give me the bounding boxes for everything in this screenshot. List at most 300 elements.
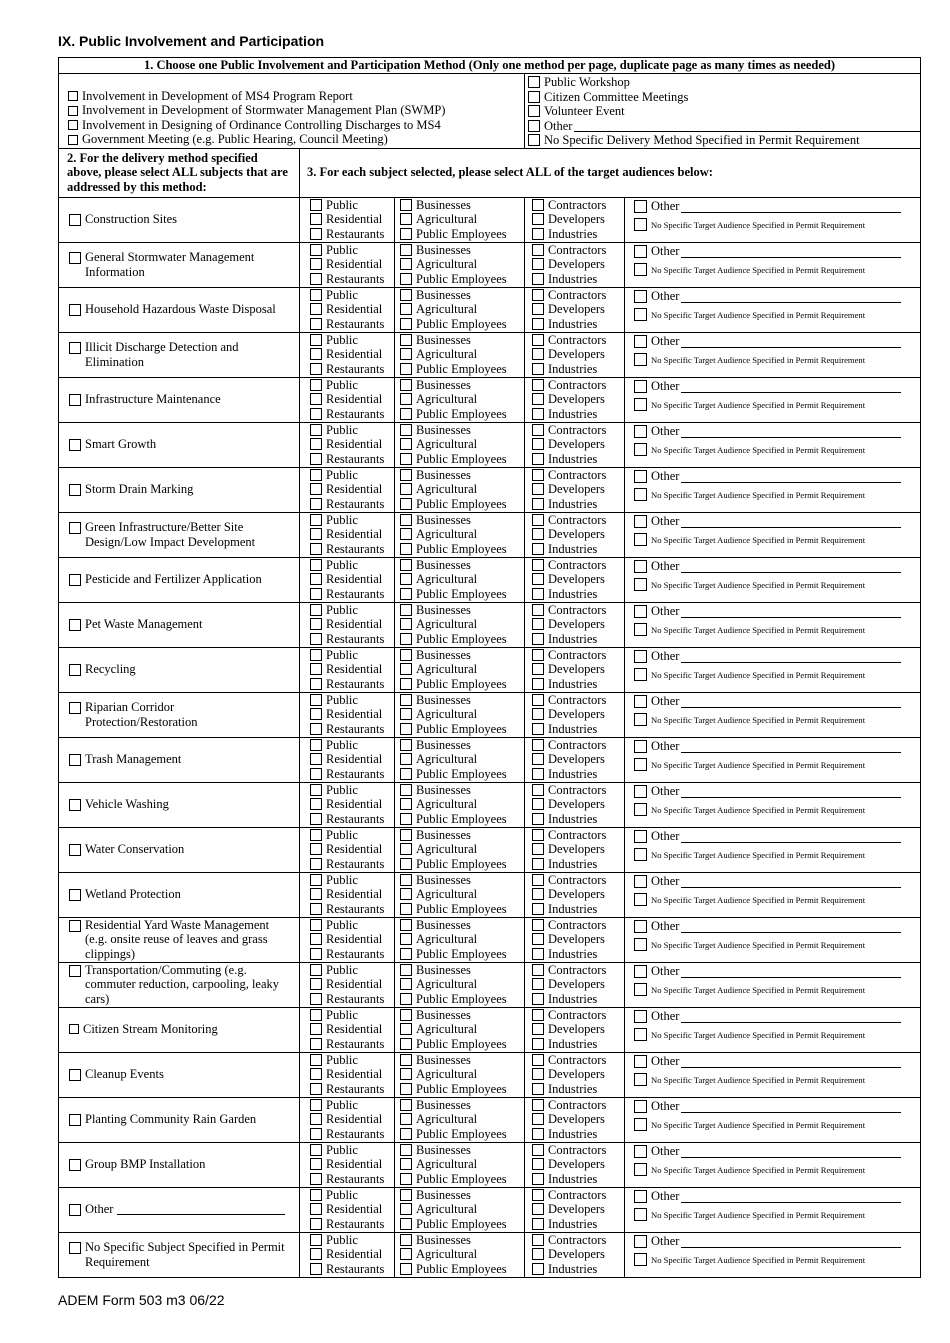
subject-checkbox[interactable]: [69, 664, 81, 676]
audience-checkbox[interactable]: [400, 1189, 412, 1201]
audience-checkbox[interactable]: [532, 1054, 544, 1066]
audience-option[interactable]: [532, 1008, 624, 1023]
audience-other-checkbox[interactable]: [634, 425, 647, 438]
audience-option[interactable]: [310, 407, 394, 422]
audience-checkbox[interactable]: [400, 604, 412, 616]
audience-option[interactable]: [532, 932, 624, 947]
audience-other-input[interactable]: [681, 245, 901, 258]
subject-checkbox[interactable]: [69, 394, 81, 406]
audience-checkbox[interactable]: [400, 228, 412, 240]
audience-checkbox[interactable]: [310, 498, 322, 510]
audience-other-checkbox[interactable]: [634, 1190, 647, 1203]
audience-option[interactable]: [310, 842, 394, 857]
audience-checkbox[interactable]: [310, 858, 322, 870]
audience-option[interactable]: [310, 722, 394, 737]
audience-option[interactable]: [310, 333, 394, 348]
other-method-input[interactable]: [574, 119, 920, 132]
subject-option[interactable]: [59, 1157, 299, 1172]
audience-checkbox[interactable]: [532, 1203, 544, 1215]
audience-other-option[interactable]: [634, 558, 920, 576]
audience-checkbox[interactable]: [532, 919, 544, 931]
audience-option[interactable]: [532, 617, 624, 632]
audience-option[interactable]: [532, 378, 624, 393]
no-specific-audience-checkbox[interactable]: [634, 398, 647, 411]
audience-option[interactable]: [532, 1202, 624, 1217]
audience-option[interactable]: [400, 482, 524, 497]
no-specific-audience-checkbox[interactable]: [634, 1253, 647, 1266]
audience-other-input[interactable]: [681, 1055, 901, 1068]
audience-option[interactable]: [532, 587, 624, 602]
audience-checkbox[interactable]: [400, 933, 412, 945]
audience-checkbox[interactable]: [532, 363, 544, 375]
audience-option[interactable]: [532, 887, 624, 902]
subject-checkbox[interactable]: [69, 1069, 81, 1081]
audience-checkbox[interactable]: [310, 228, 322, 240]
audience-checkbox[interactable]: [532, 964, 544, 976]
audience-option[interactable]: [310, 1127, 394, 1142]
audience-other-input[interactable]: [681, 1145, 901, 1158]
audience-other-option[interactable]: [634, 423, 920, 441]
audience-checkbox[interactable]: [400, 393, 412, 405]
audience-checkbox[interactable]: [400, 1158, 412, 1170]
method-checkbox[interactable]: [528, 76, 540, 88]
audience-option[interactable]: [532, 558, 624, 573]
audience-checkbox[interactable]: [400, 1128, 412, 1140]
audience-other-option[interactable]: [634, 288, 920, 306]
audience-option[interactable]: [400, 198, 524, 213]
no-specific-audience-checkbox[interactable]: [634, 578, 647, 591]
audience-option[interactable]: [400, 542, 524, 557]
audience-option[interactable]: [310, 918, 394, 933]
audience-option[interactable]: [532, 797, 624, 812]
audience-checkbox[interactable]: [400, 1083, 412, 1095]
audience-checkbox[interactable]: [400, 993, 412, 1005]
method-checkbox[interactable]: [68, 135, 78, 145]
audience-option[interactable]: [310, 1202, 394, 1217]
audience-option[interactable]: [532, 873, 624, 888]
audience-checkbox[interactable]: [310, 303, 322, 315]
audience-option[interactable]: [400, 513, 524, 528]
audience-checkbox[interactable]: [310, 708, 322, 720]
audience-other-checkbox[interactable]: [634, 830, 647, 843]
audience-option[interactable]: [532, 1217, 624, 1232]
audience-checkbox[interactable]: [310, 289, 322, 301]
audience-checkbox[interactable]: [532, 829, 544, 841]
audience-checkbox[interactable]: [532, 978, 544, 990]
audience-option[interactable]: [310, 227, 394, 242]
method-option[interactable]: [528, 119, 920, 134]
audience-checkbox[interactable]: [310, 813, 322, 825]
audience-other-option[interactable]: [634, 918, 920, 936]
audience-option[interactable]: [310, 707, 394, 722]
audience-option[interactable]: [532, 362, 624, 377]
audience-checkbox[interactable]: [310, 964, 322, 976]
audience-option[interactable]: [532, 1053, 624, 1068]
subject-option[interactable]: [59, 1240, 299, 1269]
audience-other-option[interactable]: [634, 603, 920, 621]
audience-other-checkbox[interactable]: [634, 965, 647, 978]
audience-checkbox[interactable]: [310, 514, 322, 526]
audience-other-input[interactable]: [681, 1190, 901, 1203]
subject-option[interactable]: [59, 752, 299, 767]
audience-option[interactable]: [310, 542, 394, 557]
audience-checkbox[interactable]: [310, 1099, 322, 1111]
audience-checkbox[interactable]: [310, 1054, 322, 1066]
no-specific-audience-option[interactable]: [634, 936, 920, 954]
audience-option[interactable]: [532, 1262, 624, 1277]
audience-checkbox[interactable]: [310, 1128, 322, 1140]
audience-checkbox[interactable]: [310, 1083, 322, 1095]
audience-checkbox[interactable]: [532, 618, 544, 630]
audience-checkbox[interactable]: [400, 1068, 412, 1080]
audience-checkbox[interactable]: [532, 514, 544, 526]
audience-checkbox[interactable]: [400, 1009, 412, 1021]
audience-option[interactable]: [310, 738, 394, 753]
audience-other-checkbox[interactable]: [634, 245, 647, 258]
audience-other-checkbox[interactable]: [634, 1235, 647, 1248]
audience-option[interactable]: [400, 1022, 524, 1037]
audience-checkbox[interactable]: [532, 903, 544, 915]
subject-option[interactable]: [59, 842, 299, 857]
audience-option[interactable]: [532, 302, 624, 317]
audience-checkbox[interactable]: [310, 199, 322, 211]
no-specific-audience-option[interactable]: [634, 1026, 920, 1044]
audience-option[interactable]: [310, 797, 394, 812]
audience-option[interactable]: [532, 1172, 624, 1187]
audience-other-input[interactable]: [681, 965, 901, 978]
subject-option[interactable]: [59, 662, 299, 677]
audience-checkbox[interactable]: [532, 1189, 544, 1201]
audience-option[interactable]: [532, 738, 624, 753]
audience-other-input[interactable]: [681, 740, 901, 753]
audience-option[interactable]: [400, 587, 524, 602]
audience-option[interactable]: [310, 632, 394, 647]
subject-checkbox[interactable]: [69, 1242, 81, 1254]
audience-other-option[interactable]: [634, 198, 920, 216]
audience-checkbox[interactable]: [532, 1263, 544, 1275]
audience-checkbox[interactable]: [400, 978, 412, 990]
audience-other-option[interactable]: [634, 243, 920, 261]
audience-checkbox[interactable]: [310, 1068, 322, 1080]
audience-checkbox[interactable]: [532, 843, 544, 855]
audience-option[interactable]: [310, 1008, 394, 1023]
audience-checkbox[interactable]: [400, 483, 412, 495]
audience-checkbox[interactable]: [400, 348, 412, 360]
audience-option[interactable]: [532, 407, 624, 422]
audience-checkbox[interactable]: [310, 469, 322, 481]
audience-other-checkbox[interactable]: [634, 605, 647, 618]
audience-option[interactable]: [310, 1262, 394, 1277]
audience-option[interactable]: [532, 857, 624, 872]
audience-checkbox[interactable]: [400, 588, 412, 600]
audience-option[interactable]: [532, 722, 624, 737]
subject-option[interactable]: [59, 437, 299, 452]
audience-option[interactable]: [310, 1143, 394, 1158]
audience-checkbox[interactable]: [310, 1248, 322, 1260]
audience-other-input[interactable]: [681, 335, 901, 348]
no-specific-audience-option[interactable]: [634, 981, 920, 999]
audience-option[interactable]: [310, 347, 394, 362]
audience-checkbox[interactable]: [310, 874, 322, 886]
audience-option[interactable]: [310, 302, 394, 317]
audience-option[interactable]: [400, 317, 524, 332]
audience-checkbox[interactable]: [400, 424, 412, 436]
method-option[interactable]: [528, 90, 920, 105]
audience-option[interactable]: [310, 497, 394, 512]
audience-checkbox[interactable]: [532, 498, 544, 510]
audience-option[interactable]: [400, 797, 524, 812]
audience-checkbox[interactable]: [532, 739, 544, 751]
audience-checkbox[interactable]: [532, 784, 544, 796]
audience-checkbox[interactable]: [532, 273, 544, 285]
audience-other-option[interactable]: [634, 333, 920, 351]
subject-checkbox[interactable]: [69, 799, 81, 811]
audience-option[interactable]: [310, 932, 394, 947]
method-checkbox[interactable]: [528, 105, 540, 117]
audience-checkbox[interactable]: [532, 1113, 544, 1125]
audience-option[interactable]: [400, 212, 524, 227]
no-specific-audience-checkbox[interactable]: [634, 1028, 647, 1041]
no-specific-audience-checkbox[interactable]: [634, 443, 647, 456]
audience-option[interactable]: [400, 468, 524, 483]
audience-option[interactable]: [532, 693, 624, 708]
audience-other-input[interactable]: [681, 875, 901, 888]
audience-other-input[interactable]: [681, 425, 901, 438]
audience-option[interactable]: [400, 1037, 524, 1052]
audience-other-option[interactable]: [634, 648, 920, 666]
audience-option[interactable]: [400, 1067, 524, 1082]
audience-other-option[interactable]: [634, 1233, 920, 1251]
audience-checkbox[interactable]: [532, 334, 544, 346]
subject-checkbox[interactable]: [69, 1204, 81, 1216]
audience-checkbox[interactable]: [400, 964, 412, 976]
audience-option[interactable]: [400, 828, 524, 843]
audience-checkbox[interactable]: [310, 588, 322, 600]
audience-checkbox[interactable]: [400, 888, 412, 900]
audience-other-option[interactable]: [634, 1053, 920, 1071]
no-specific-audience-checkbox[interactable]: [634, 1073, 647, 1086]
audience-checkbox[interactable]: [400, 528, 412, 540]
audience-other-checkbox[interactable]: [634, 560, 647, 573]
audience-checkbox[interactable]: [532, 303, 544, 315]
no-specific-audience-option[interactable]: [634, 801, 920, 819]
subject-checkbox[interactable]: [69, 1024, 79, 1034]
audience-option[interactable]: [532, 482, 624, 497]
audience-option[interactable]: [532, 347, 624, 362]
audience-option[interactable]: [400, 243, 524, 258]
no-specific-audience-checkbox[interactable]: [634, 353, 647, 366]
audience-other-input[interactable]: [681, 515, 901, 528]
audience-checkbox[interactable]: [532, 813, 544, 825]
audience-checkbox[interactable]: [400, 514, 412, 526]
audience-option[interactable]: [400, 1262, 524, 1277]
audience-option[interactable]: [400, 1143, 524, 1158]
audience-option[interactable]: [532, 918, 624, 933]
audience-option[interactable]: [532, 947, 624, 962]
audience-checkbox[interactable]: [310, 919, 322, 931]
audience-checkbox[interactable]: [532, 1099, 544, 1111]
audience-checkbox[interactable]: [310, 663, 322, 675]
audience-checkbox[interactable]: [532, 993, 544, 1005]
audience-checkbox[interactable]: [310, 768, 322, 780]
audience-checkbox[interactable]: [310, 424, 322, 436]
audience-option[interactable]: [400, 932, 524, 947]
no-specific-audience-option[interactable]: [634, 441, 920, 459]
audience-option[interactable]: [310, 1172, 394, 1187]
audience-other-checkbox[interactable]: [634, 1010, 647, 1023]
subject-option[interactable]: [59, 1067, 299, 1082]
subject-checkbox[interactable]: [69, 619, 81, 631]
audience-option[interactable]: [532, 1037, 624, 1052]
audience-checkbox[interactable]: [310, 408, 322, 420]
audience-option[interactable]: [400, 423, 524, 438]
no-specific-audience-checkbox[interactable]: [634, 668, 647, 681]
audience-option[interactable]: [400, 1008, 524, 1023]
audience-checkbox[interactable]: [310, 1144, 322, 1156]
audience-option[interactable]: [310, 887, 394, 902]
audience-option[interactable]: [532, 632, 624, 647]
audience-checkbox[interactable]: [310, 903, 322, 915]
subject-option[interactable]: [59, 700, 299, 729]
subject-checkbox[interactable]: [69, 439, 81, 451]
audience-option[interactable]: [310, 783, 394, 798]
audience-other-option[interactable]: [634, 1098, 920, 1116]
audience-option[interactable]: [400, 963, 524, 978]
subject-checkbox[interactable]: [69, 1114, 81, 1126]
audience-option[interactable]: [310, 317, 394, 332]
audience-checkbox[interactable]: [532, 1083, 544, 1095]
method-option[interactable]: [528, 104, 920, 119]
audience-checkbox[interactable]: [400, 768, 412, 780]
audience-checkbox[interactable]: [532, 559, 544, 571]
audience-option[interactable]: [310, 1233, 394, 1248]
audience-option[interactable]: [400, 1188, 524, 1203]
audience-option[interactable]: [400, 918, 524, 933]
audience-checkbox[interactable]: [400, 694, 412, 706]
no-specific-audience-checkbox[interactable]: [634, 893, 647, 906]
audience-checkbox[interactable]: [310, 739, 322, 751]
no-specific-audience-option[interactable]: [634, 486, 920, 504]
no-specific-audience-option[interactable]: [634, 306, 920, 324]
subject-option[interactable]: [59, 963, 299, 1007]
audience-option[interactable]: [310, 693, 394, 708]
audience-option[interactable]: [310, 947, 394, 962]
audience-checkbox[interactable]: [400, 843, 412, 855]
no-specific-audience-option[interactable]: [634, 1161, 920, 1179]
audience-checkbox[interactable]: [400, 649, 412, 661]
audience-checkbox[interactable]: [310, 438, 322, 450]
audience-option[interactable]: [532, 1233, 624, 1248]
audience-checkbox[interactable]: [532, 348, 544, 360]
audience-checkbox[interactable]: [400, 334, 412, 346]
subject-checkbox[interactable]: [69, 920, 81, 932]
audience-checkbox[interactable]: [400, 813, 412, 825]
audience-option[interactable]: [310, 468, 394, 483]
audience-option[interactable]: [532, 542, 624, 557]
audience-option[interactable]: [532, 902, 624, 917]
audience-checkbox[interactable]: [310, 678, 322, 690]
subject-option[interactable]: [59, 302, 299, 317]
audience-option[interactable]: [400, 812, 524, 827]
audience-checkbox[interactable]: [532, 1009, 544, 1021]
audience-option[interactable]: [310, 617, 394, 632]
audience-checkbox[interactable]: [532, 469, 544, 481]
audience-option[interactable]: [532, 1067, 624, 1082]
audience-option[interactable]: [400, 572, 524, 587]
audience-checkbox[interactable]: [310, 843, 322, 855]
audience-option[interactable]: [400, 648, 524, 663]
audience-option[interactable]: [400, 992, 524, 1007]
audience-checkbox[interactable]: [532, 874, 544, 886]
subject-checkbox[interactable]: [69, 342, 81, 354]
audience-checkbox[interactable]: [532, 798, 544, 810]
audience-checkbox[interactable]: [310, 694, 322, 706]
audience-option[interactable]: [310, 828, 394, 843]
audience-checkbox[interactable]: [310, 604, 322, 616]
no-specific-audience-option[interactable]: [634, 846, 920, 864]
audience-option[interactable]: [400, 738, 524, 753]
no-specific-audience-option[interactable]: [634, 1206, 920, 1224]
no-specific-audience-option[interactable]: [634, 216, 920, 234]
audience-option[interactable]: [532, 1143, 624, 1158]
no-specific-audience-checkbox[interactable]: [634, 623, 647, 636]
audience-checkbox[interactable]: [400, 1113, 412, 1125]
audience-checkbox[interactable]: [400, 1038, 412, 1050]
audience-checkbox[interactable]: [532, 1218, 544, 1230]
audience-checkbox[interactable]: [310, 723, 322, 735]
audience-option[interactable]: [400, 1098, 524, 1113]
audience-option[interactable]: [400, 558, 524, 573]
audience-option[interactable]: [532, 1022, 624, 1037]
audience-option[interactable]: [310, 392, 394, 407]
no-specific-audience-option[interactable]: [634, 396, 920, 414]
audience-option[interactable]: [400, 452, 524, 467]
audience-checkbox[interactable]: [532, 858, 544, 870]
no-specific-audience-option[interactable]: [634, 756, 920, 774]
audience-option[interactable]: [532, 812, 624, 827]
audience-option[interactable]: [532, 317, 624, 332]
audience-checkbox[interactable]: [400, 453, 412, 465]
audience-option[interactable]: [532, 752, 624, 767]
audience-checkbox[interactable]: [310, 1189, 322, 1201]
audience-other-checkbox[interactable]: [634, 695, 647, 708]
audience-checkbox[interactable]: [532, 933, 544, 945]
audience-option[interactable]: [310, 812, 394, 827]
audience-option[interactable]: [532, 468, 624, 483]
audience-option[interactable]: [310, 963, 394, 978]
audience-checkbox[interactable]: [532, 528, 544, 540]
subject-option[interactable]: [59, 1202, 299, 1217]
audience-option[interactable]: [400, 1157, 524, 1172]
subject-option[interactable]: [59, 617, 299, 632]
audience-checkbox[interactable]: [532, 649, 544, 661]
audience-option[interactable]: [310, 423, 394, 438]
audience-checkbox[interactable]: [310, 649, 322, 661]
audience-option[interactable]: [400, 1172, 524, 1187]
audience-other-checkbox[interactable]: [634, 1145, 647, 1158]
audience-option[interactable]: [532, 527, 624, 542]
audience-other-option[interactable]: [634, 783, 920, 801]
subject-checkbox[interactable]: [69, 965, 81, 977]
audience-option[interactable]: [400, 227, 524, 242]
audience-checkbox[interactable]: [400, 678, 412, 690]
subject-option[interactable]: [59, 887, 299, 902]
audience-checkbox[interactable]: [310, 1173, 322, 1185]
audience-other-input[interactable]: [681, 695, 901, 708]
audience-checkbox[interactable]: [400, 363, 412, 375]
audience-option[interactable]: [532, 497, 624, 512]
audience-checkbox[interactable]: [310, 1203, 322, 1215]
